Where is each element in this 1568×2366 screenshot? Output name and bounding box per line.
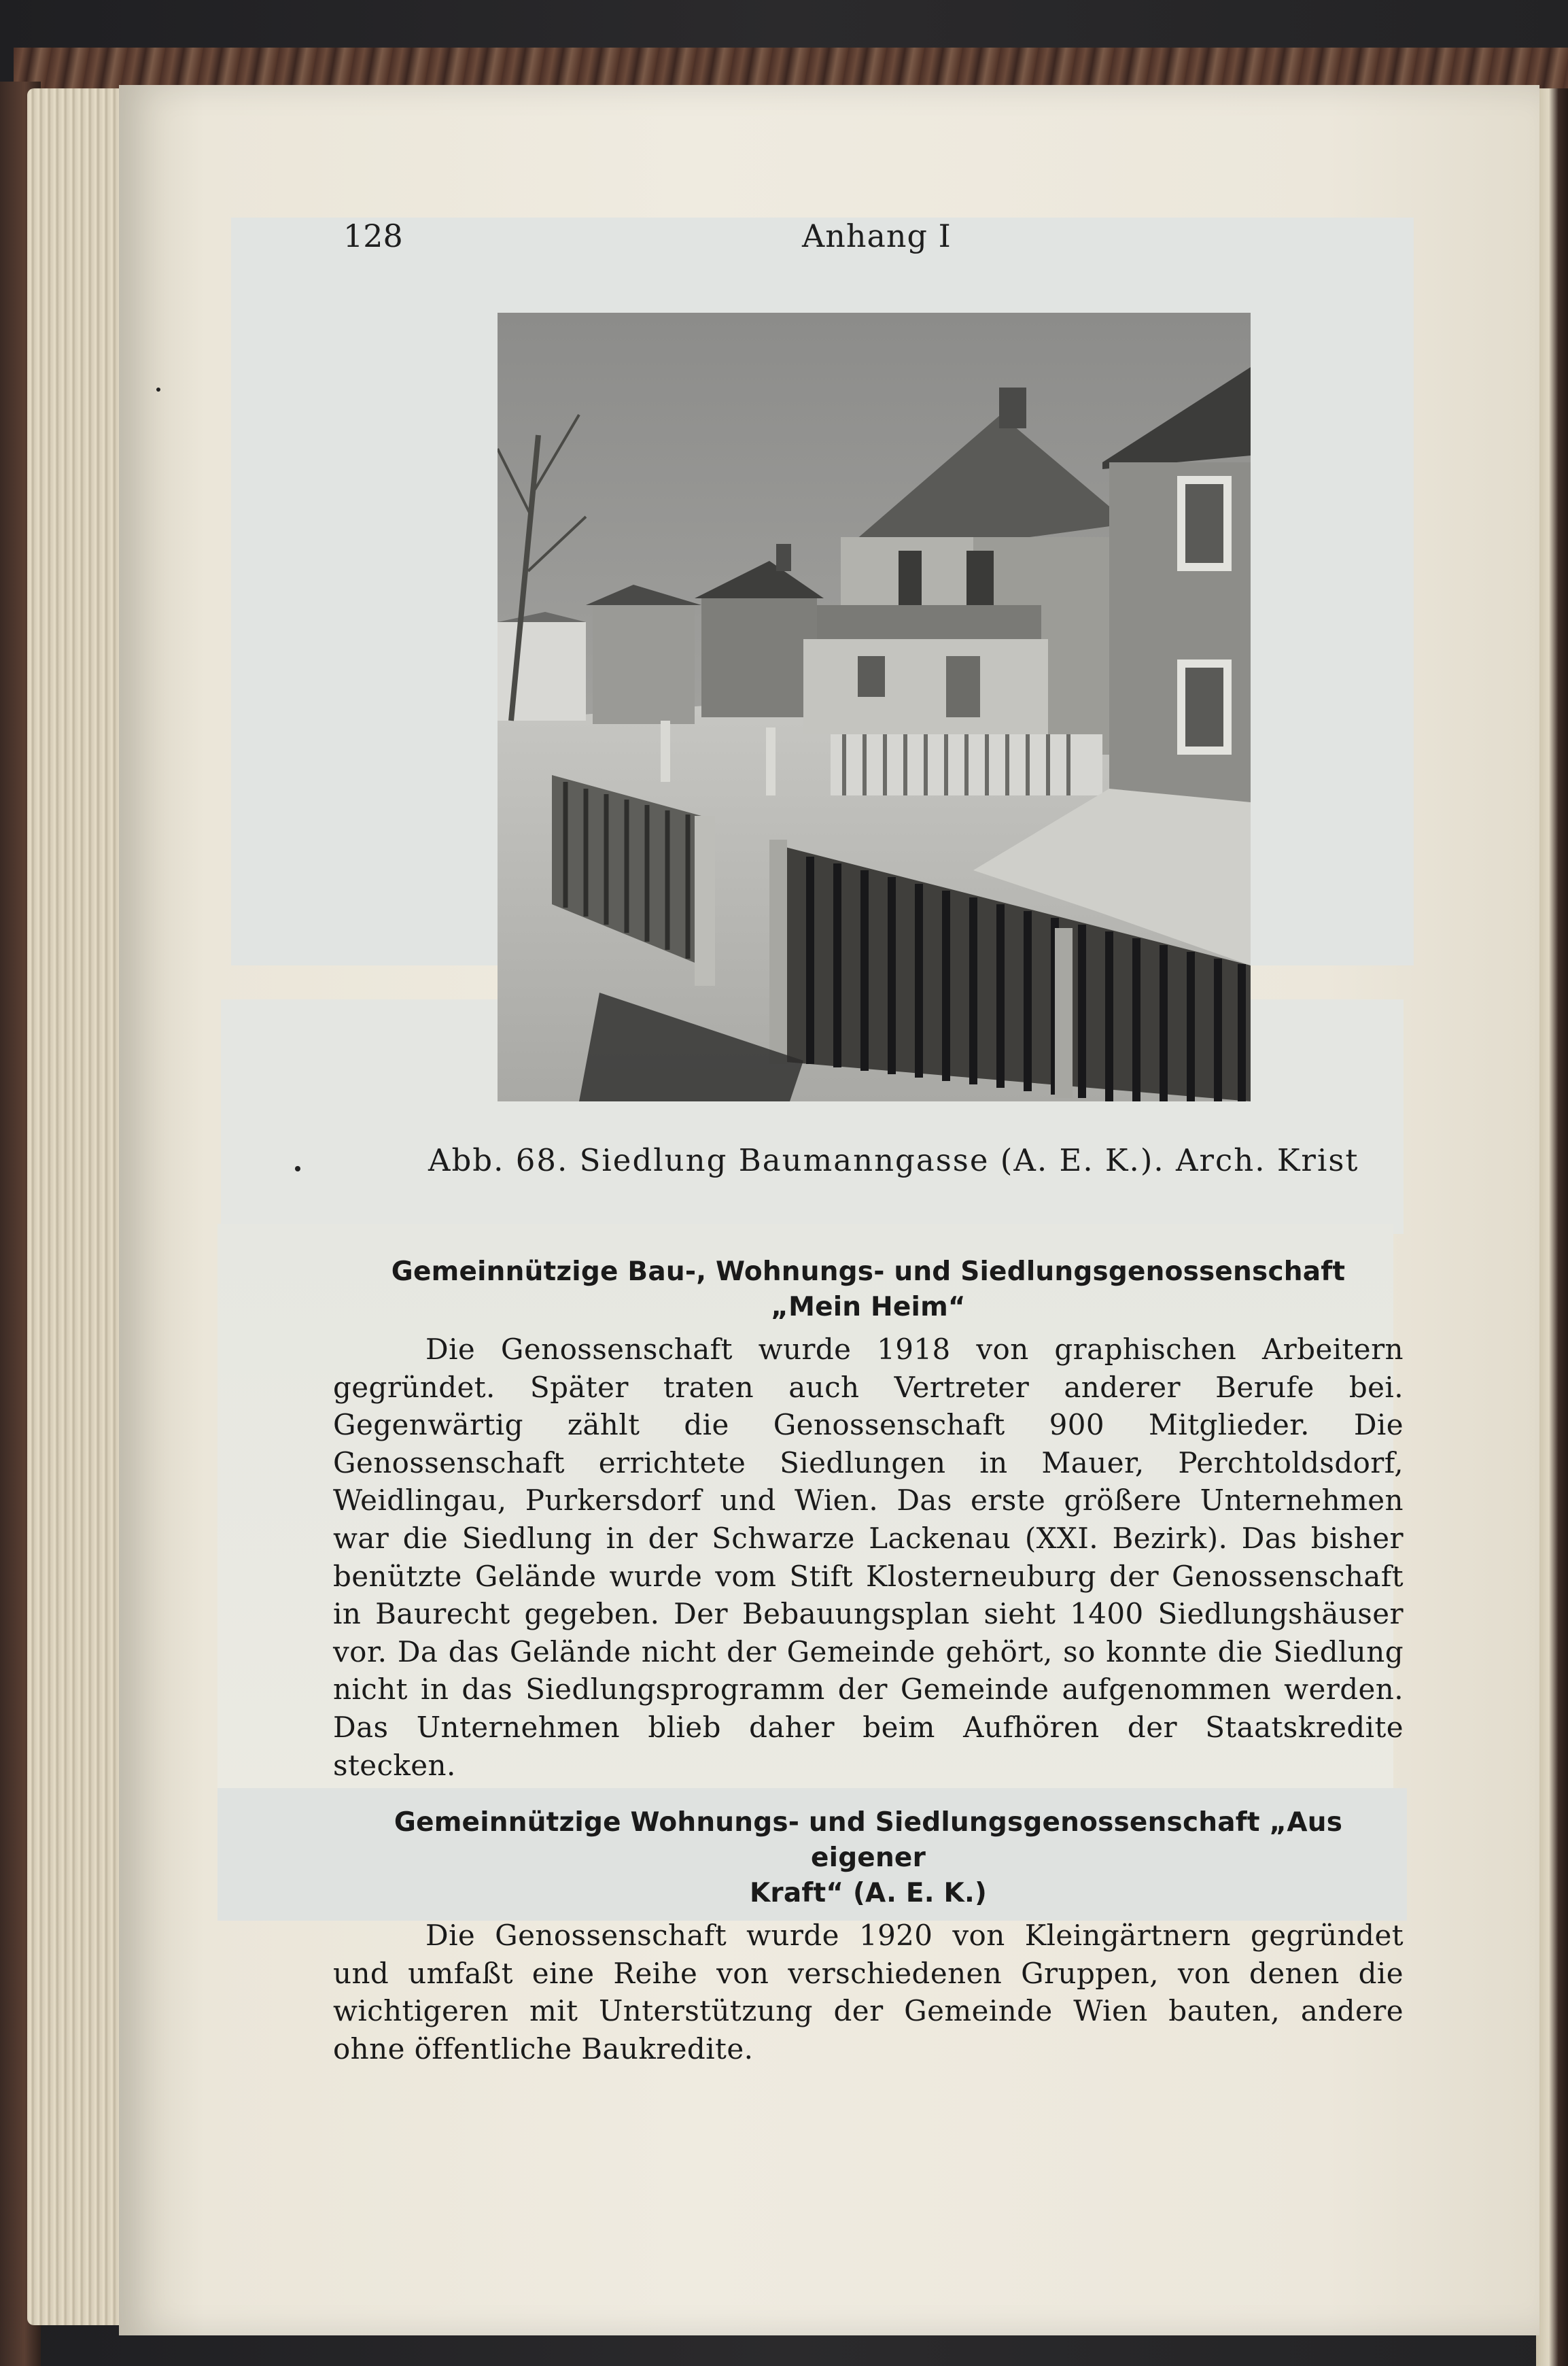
heading-line: Gemeinnützige Bau-, Wohnungs- und Siedlungsgenossenschaft: [391, 1256, 1346, 1287]
heading-line: Kraft“ (A. E. K.): [749, 1878, 987, 1908]
figure-caption: Abb. 68. Siedlung Baumanngasse (A. E. K.). Arch. Krist: [428, 1142, 1359, 1178]
running-head: [343, 218, 1091, 265]
section-heading: [333, 1805, 1404, 1911]
body-paragraph: Die Genossenschaft wurde 1920 von Kleingärtnern gegründet und umfaßt eine Reihe von verschiedenen Gruppen, von denen die wichtigeren mit Unterstützung der Gemeinde Wien bauten, andere ohne öffentliche Baukredite.: [333, 1919, 1404, 2065]
page-number: 128: [343, 218, 403, 254]
heading-line: „Mein Heim“: [771, 1292, 966, 1322]
section-mein-heim: [333, 1254, 1404, 1784]
scan-speck: [295, 1166, 300, 1171]
body-paragraph: Die Genossenschaft wurde 1918 von graphischen Arbeitern gegründet. Später traten auch Vertreter anderer Berufe bei. Gegenwärtig zählt die Genossenschaft 900 Mitglieder. Die Genossenschaft errichtete Siedlungen in Mauer, Perchtoldsdorf, Weidlingau, Purkersdorf und Wien. Das erste größere Unternehmen war die Siedlung in der Schwarze Lackenau (XXI. Bezirk). Das bisher benützte Gelände wurde vom Stift Klosterneuburg der Genossenschaft in Baurecht gegeben. Der Bebauungsplan sieht 1400 Siedlungshäuser vor. Da das Gelände nicht der Gemeinde gehört, so konnte die Siedlung nicht in das Siedlungsprogramm der Gemeinde aufgenommen werden. Das Unternehmen blieb daher beim Aufhören der Staatskredite stecken.: [333, 1333, 1404, 1782]
running-title: Anhang I: [802, 218, 952, 254]
heading-line: Gemeinnützige Wohnungs- und Siedlungsgenossenschaft „Aus eigener: [394, 1807, 1343, 1873]
section-heading: [333, 1254, 1404, 1325]
section-aus-eigener-kraft: [333, 1805, 1404, 2068]
settlement-photo: [498, 313, 1251, 1101]
book-right-edge: [1536, 88, 1568, 2366]
scan-speck: [156, 388, 160, 392]
